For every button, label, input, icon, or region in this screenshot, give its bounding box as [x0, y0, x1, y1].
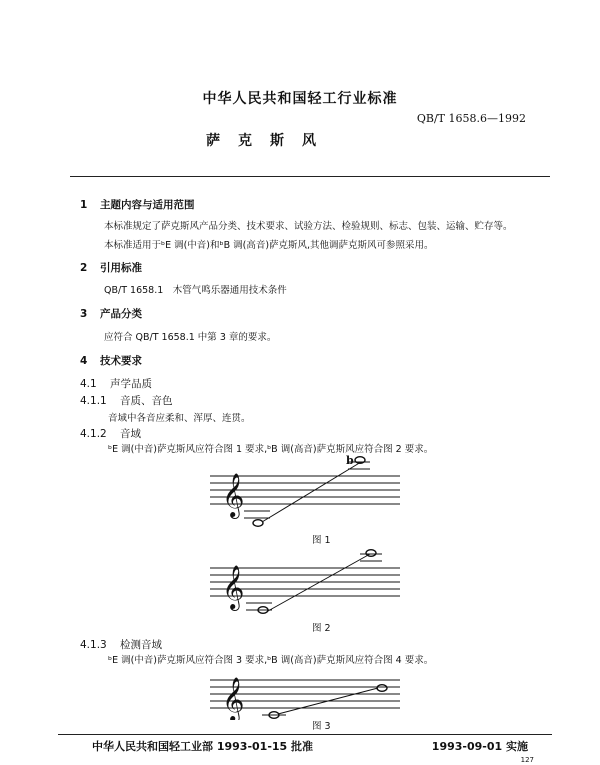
range-glissando-line	[268, 554, 370, 611]
section-number: 4.1.1	[80, 395, 107, 407]
section-1-paragraph-2: 本标准适用于ᵇE 调(中音)和ᵇB 调(高音)萨克斯风,其他调萨克斯风可参照采用。	[104, 240, 434, 251]
figure-1-caption: 图 1	[312, 535, 331, 546]
figure-2-caption: 图 2	[312, 623, 331, 634]
section-number: 4.1	[80, 378, 97, 390]
treble-clef-icon: 𝄞	[222, 473, 245, 517]
section-number: 4	[80, 355, 88, 367]
section-number: 1	[80, 199, 88, 211]
section-3-heading	[80, 306, 142, 321]
document-title: 萨克斯风	[206, 133, 334, 149]
section-4-1-3-paragraph: ᵇE 调(中音)萨克斯风应符合图 3 要求,ᵇB 调(高音)萨克斯风应符合图 4 要求。	[108, 655, 434, 666]
section-title: 音质、音色	[120, 395, 173, 407]
section-number: 4.1.2	[80, 428, 107, 440]
section-title: 音域	[120, 428, 141, 440]
figure-2-musical-staff	[200, 548, 410, 618]
issuing-organization-heading: 中华人民共和国轻工行业标准	[202, 91, 398, 107]
section-title: 主题内容与适用范围	[100, 199, 195, 211]
section-4-1-3-heading	[80, 637, 162, 652]
flat-accidental: b	[346, 454, 354, 467]
section-title: 声学品质	[110, 378, 152, 390]
section-3-paragraph-1: 应符合 QB/T 1658.1 中第 3 章的要求。	[104, 332, 277, 343]
section-4-heading	[80, 353, 142, 368]
section-4-1-2-paragraph: ᵇE 调(中音)萨克斯风应符合图 1 要求,ᵇB 调(高音)萨克斯风应符合图 2 要求。	[108, 444, 434, 455]
page-number: 127	[520, 756, 534, 764]
header-rule	[70, 176, 550, 177]
low-whole-note	[253, 520, 263, 527]
high-whole-note	[377, 685, 387, 692]
treble-clef-icon: 𝄞	[222, 677, 245, 720]
footer-rule	[58, 734, 552, 735]
section-title: 技术要求	[100, 355, 142, 367]
figure-3-caption: 图 3	[312, 721, 331, 732]
approval-statement: 中华人民共和国轻工业部 1993-01-15 批准	[92, 740, 314, 753]
effective-date: 1993-09-01 实施	[431, 740, 528, 753]
section-title: 检测音域	[120, 639, 162, 651]
section-4-1-1-paragraph: 音域中各音应柔和、浑厚、连贯。	[108, 413, 251, 424]
figure-1-musical-staff	[200, 450, 410, 530]
section-number: 2	[80, 262, 88, 274]
section-number: 4.1.3	[80, 639, 107, 651]
figure-3-musical-staff	[200, 670, 410, 720]
treble-clef-icon: 𝄞	[222, 565, 245, 609]
section-title: 产品分类	[100, 308, 142, 320]
section-2-paragraph-1: QB/T 1658.1 木管气鸣乐器通用技术条件	[104, 285, 287, 296]
standard-number: QB/T 1658.6—1992	[416, 112, 526, 125]
section-4-1-1-heading	[80, 393, 173, 408]
section-1-paragraph-1: 本标准规定了萨克斯风产品分类、技术要求、试验方法、检验规则、标志、包装、运输、贮存等。	[104, 221, 513, 232]
range-glissando-line	[262, 462, 361, 522]
section-4-1-heading	[80, 376, 152, 391]
section-title: 引用标准	[100, 262, 142, 274]
section-number: 3	[80, 308, 88, 320]
section-4-1-2-heading	[80, 426, 141, 441]
section-1-heading	[80, 197, 195, 212]
high-whole-note	[366, 550, 376, 557]
section-2-heading	[80, 260, 142, 275]
